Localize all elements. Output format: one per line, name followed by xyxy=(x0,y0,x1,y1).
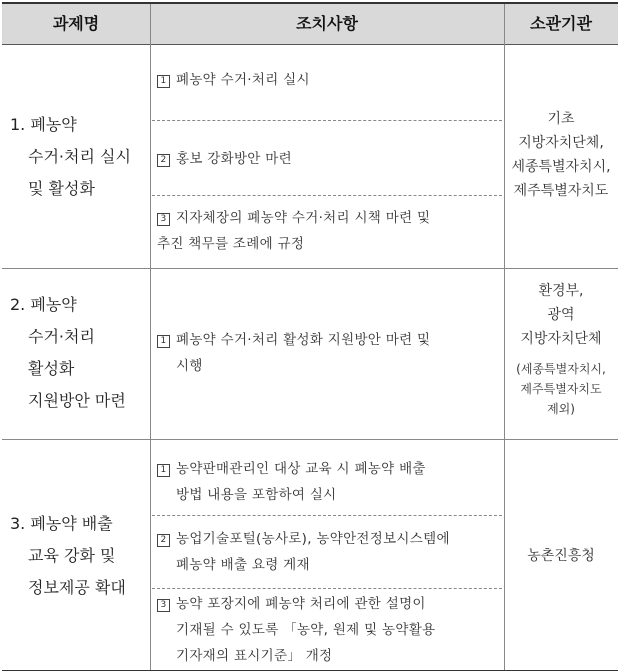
org-line: 환경부, xyxy=(538,283,584,299)
task-line: 1. 폐농약 xyxy=(10,115,77,134)
action-item xyxy=(157,526,502,578)
org-note-line: 제주특별자치도 xyxy=(520,382,602,396)
org-note-line: (세종특별자치시, xyxy=(516,362,606,376)
dashed-divider xyxy=(152,195,502,196)
task-line: 수거·처리 xyxy=(28,327,95,346)
org-line: 광역 xyxy=(547,307,575,323)
org-line: 세종특별자치시, xyxy=(511,159,611,175)
measures-table xyxy=(2,2,618,671)
dashed-divider xyxy=(152,120,502,121)
task-line: 및 활성화 xyxy=(28,179,95,198)
org-cell xyxy=(507,107,615,203)
task-cell xyxy=(10,289,145,417)
action-text: 폐농약 배출 요령 게재 xyxy=(176,557,310,573)
action-item xyxy=(157,146,502,172)
action-text: 농약 포장지에 폐농약 처리에 관한 설명이 xyxy=(176,596,426,612)
table-row xyxy=(2,269,618,440)
org-line: 농촌진흥청 xyxy=(527,548,595,564)
number-box: 1 xyxy=(157,75,170,88)
action-text: 추진 책무를 조례에 규정 xyxy=(157,236,305,252)
action-item xyxy=(157,456,502,508)
org-cell xyxy=(507,279,615,419)
number-box: 2 xyxy=(157,154,170,167)
table-row xyxy=(2,440,618,670)
action-item xyxy=(157,591,502,669)
table-header xyxy=(2,4,618,45)
action-item xyxy=(157,327,502,379)
task-line: 교육 강화 및 xyxy=(28,546,116,565)
action-text: 홍보 강화방안 마련 xyxy=(176,151,292,167)
task-line: 지원방안 마련 xyxy=(28,391,126,410)
task-line: 2. 폐농약 xyxy=(10,295,77,314)
action-text: 지자체장의 폐농약 수거·처리 시책 마련 및 xyxy=(176,210,431,226)
task-line: 활성화 xyxy=(28,359,75,378)
org-line: 지방자치단체 xyxy=(520,331,602,347)
org-line: 지방자치단체, xyxy=(518,135,604,151)
task-cell xyxy=(10,109,145,205)
task-line: 정보제공 확대 xyxy=(28,578,126,597)
action-text: 농약판매관리인 대상 교육 시 폐농약 배출 xyxy=(176,461,426,477)
action-text: 폐농약 수거·처리 실시 xyxy=(176,72,310,88)
action-text: 폐농약 수거·처리 활성화 지원방안 마련 및 xyxy=(176,332,431,348)
number-box: 3 xyxy=(157,213,170,226)
dashed-divider xyxy=(152,588,502,589)
action-text: 기자재의 표시기준」 개정 xyxy=(176,648,333,664)
dashed-divider xyxy=(152,515,502,516)
action-text: 기재될 수 있도록 「농약, 원제 및 농약활용 xyxy=(176,622,436,638)
number-box: 2 xyxy=(157,534,170,547)
number-box: 1 xyxy=(157,335,170,348)
action-item xyxy=(157,67,502,93)
action-text: 농업기술포털(농사로), 농약안전정보시스템에 xyxy=(176,531,450,547)
task-line: 수거·처리 실시 xyxy=(28,147,131,166)
action-item xyxy=(157,205,502,257)
org-note-line: 제외) xyxy=(547,402,575,416)
header-action: 조치사항 xyxy=(296,14,358,33)
task-cell xyxy=(10,508,145,604)
task-line: 3. 폐농약 배출 xyxy=(10,514,113,533)
org-cell xyxy=(507,544,615,568)
number-box: 1 xyxy=(157,464,170,477)
action-text: 시행 xyxy=(176,358,203,374)
number-box: 3 xyxy=(157,599,170,612)
org-line: 기초 xyxy=(547,111,575,127)
header-org: 소관기관 xyxy=(530,14,592,33)
header-task: 과제명 xyxy=(52,14,100,33)
table-row xyxy=(2,45,618,269)
action-text: 방법 내용을 포함하여 실시 xyxy=(176,487,337,503)
org-line: 제주특별자치도 xyxy=(513,183,609,199)
